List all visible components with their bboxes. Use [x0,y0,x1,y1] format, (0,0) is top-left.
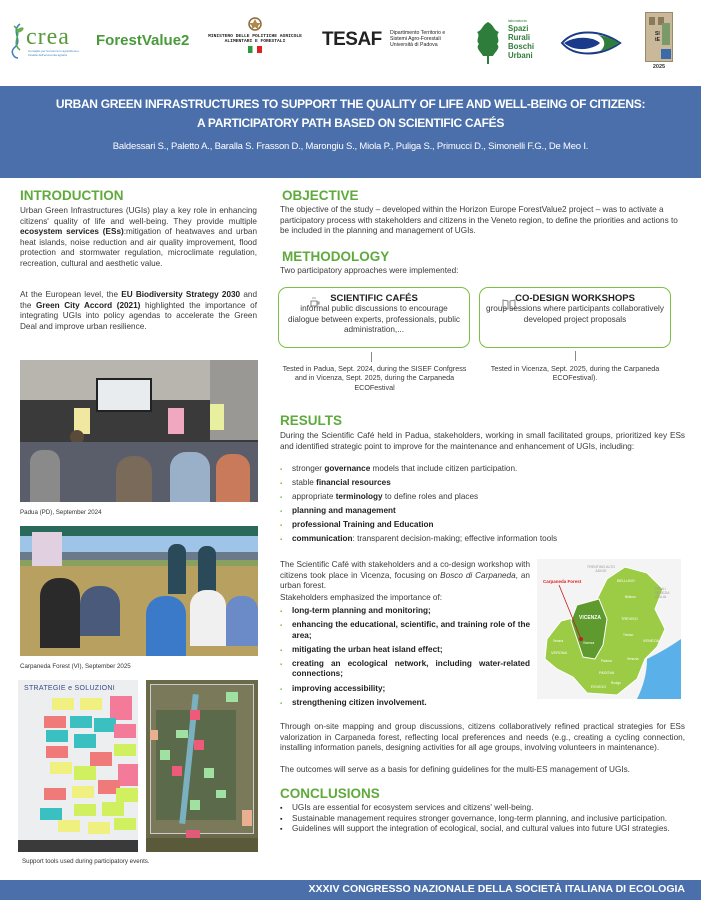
stakeholder-item: ▪ long-term planning and monitoring; [280,606,530,617]
tesaf-name: TESAF [322,29,382,50]
through-paragraph: Through on-site mapping and group discussions, citizens collaboratively refined practical strategies for ESs valorization in Carpaneda forest, reflecting local preferences and needs (e.g., creating a cycling connection, installing information panels, designing activities for all age groups, involving volunteers in maintenance). [280,722,685,753]
carpaneda-caption: Carpaneda Forest (VI), September 2025 [20,663,131,670]
bold-text: Green City Accord (2021) [35,300,141,310]
stakeholder-list [280,606,530,712]
results-item [280,534,685,545]
map-city-label: Rovigo [611,681,621,685]
results-heading: RESULTS [280,413,343,428]
conclusions-heading: CONCLUSIONS [280,786,380,801]
stakeholder-item: ▪ strengthening citizen involvement. [280,698,530,709]
stakeholder-item: ▪ creating an ecological network, including water-related connections; [280,659,530,680]
introduction-heading: INTRODUCTION [20,188,124,203]
introduction-paragraph-2 [20,290,257,332]
crea-helix-icon [10,22,24,60]
text: Urban Green Infrastructures (UGIs) play a key role in enhancing citizens' quality of life and well-being. They provide multiple [20,206,257,226]
text: At the European level, the [20,290,122,299]
results-list [280,464,685,549]
forestvalue2-logo: ForestValue2 [96,32,190,49]
cafes-tested-text: Tested in Padua, Sept. 2024, during the SISEF Confgress and in Vicenza, Sept. 2025, during the Carpaneda ECOFestival [282,364,467,392]
map-region-label: BELLUNO [617,579,635,583]
methodology-heading: METHODOLOGY [282,249,390,264]
map-region-label: VERONA [551,651,568,655]
stakeholder-item: ▪ improving accessibility; [280,684,530,695]
oak-leaf-icon [473,20,503,64]
arrow-down-icon [371,352,372,362]
padua-photo [20,360,258,502]
results-intro: During the Scientific Café held in Padua, stakeholders, working in small facilitated groups, prioritized key ESs and identified strategic point to improve for the maintenance and enhancement of UGIs, including: [280,431,685,451]
strategy-board-photo [18,680,138,852]
results-item [280,492,685,503]
eye-leaf-icon [560,29,622,57]
board-title: STRATEGIE e SOLUZIONI [24,685,115,692]
logo-bar [0,0,701,85]
map-forest-label: Carpaneda Forest [543,579,582,584]
text: highlighted the importance of integrating UGIs into policy agendas to accelerate the Green Deal and improve urban resilience. [20,300,257,331]
conclusion-item: ▪ UGIs are essential for ecosystem services and citizens' well-being. [280,803,685,814]
bold-text: financial resources [316,478,391,488]
co-design-workshops-desc: group sessions where participants collaboratively developed project proposals [486,304,664,324]
co-design-workshops-title: CO-DESIGN WORKSHOPS [515,293,635,304]
text: and the [20,290,258,310]
spazi-small: laboratorio [508,18,527,23]
map-city-label: Padova [601,659,612,663]
scientific-cafes-title: SCIENTIFIC CAFÉS [330,293,418,304]
tesaf-text: Dipartimento Territorio e Sistemi Agro-Forestali Università di Padova [390,30,446,49]
eye-leaf-logo [560,29,622,57]
results-item [280,464,685,475]
bold-text: planning and management [292,506,396,516]
map-region-label: FRIULI VENEZIA GIULIA [655,587,670,599]
map-city-label: Treviso [623,633,634,637]
map-region-label: ROVIGO [591,685,607,689]
map-city-label: Venezia [627,657,639,661]
crea-name: crea [26,24,70,50]
text: stronger [292,464,325,473]
map-region-label: PADOVA [599,671,615,675]
stakeholders-emphasized: Stakeholders emphasized the importance of: [280,593,443,602]
text: models that include citizen participation. [370,464,518,473]
footer-text: XXXIV CONGRESSO NAZIONALE DELLA SOCIETÀ ITALIANA DI ECOLOGIA [308,883,685,895]
stakeholder-item: ▪ mitigating the urban heat island effect; [280,645,530,656]
map-city-label: Vicenza [583,641,595,645]
stakeholder-item: ▪ enhancing the educational, scientific, and training role of the area; [280,620,530,641]
text: , an urban forest. [280,570,530,591]
emblem-icon [247,16,263,32]
book-icon [502,298,516,310]
conclusions-list [280,803,685,835]
map-region-label: TRENTINO ALTO ADIGE [586,565,616,573]
italian-flag-icon [248,46,262,53]
spazi-line: Rurali [508,33,531,42]
site-year: 2025 [652,64,666,70]
site-2025-logo [645,12,673,74]
objective-heading: OBJECTIVE [282,188,359,203]
veneto-map [537,559,681,699]
spazi-rurali-logo [473,18,543,68]
map-city-label: Verona [553,639,564,643]
support-tools-caption: Support tools used during participatory events. [22,858,150,865]
padua-caption: Padua (PD), September 2024 [20,509,102,516]
workshops-tested-text: Tested in Vicenza, Sept. 2025, during the Carpaneda ECOFestival). [490,364,660,383]
bold-text: ecosystem services (ESs) [20,227,124,237]
results-item [280,506,685,517]
arrow-down-icon [575,351,576,361]
bold-text: terminology [335,492,383,502]
italic-text: Bosco di Carpaneda [440,570,516,580]
conclusion-item: ▪ Sustainable management requires stronger governance, long-term planning, and inclusive participation. [280,814,685,825]
text: stable [292,478,317,488]
bold-text: EU Biodiversity Strategy 2030 [121,290,241,299]
map-region-label: VICENZA [579,615,601,621]
text: appropriate [292,492,336,502]
text: :mitigation of heatwaves and urban heat islands, noise reduction and air quality improvement, flood protection and stormwater regulation, microclimate regulation, recreation, cultural and aesthetic value. [20,227,257,268]
objective-text: The objective of the study – developed within the Horizon Europe ForestValue2 project – was to activate a participatory process with stakeholders and citizens in the Veneto region, to define the priorities and actions to be included in the planning and management of UGIs. [280,205,678,236]
authors: Baldessari S., Paletto A., Baralla S. Frasson D., Marongiu S., Miola P., Puliga S., Primucci D., Simonelli F.G., De Meo I. [112,141,589,152]
map-region-label: VENEZIA [643,639,660,643]
scientific-cafes-desc: informal public discussions to encourage dialogue between experts, professionals, public administration,... [287,304,461,335]
results-item [280,520,685,531]
carpaneda-photo [20,526,258,656]
vicenza-paragraph [280,560,530,592]
scientific-cafes-box [278,287,470,348]
site-letters: SItE [655,31,660,43]
title-line-2: A PARTICIPATORY PATH BASED ON SCIENTIFIC CAFÉS [196,116,505,130]
coffee-cup-icon [309,296,321,308]
bold-text: governance [324,464,371,473]
spazi-lines [508,24,534,60]
outcomes-text: The outcomes will serve as a basis for defining guidelines for the multi-ES management of UGIs. [280,765,630,774]
co-design-workshops-box [479,287,671,348]
results-item [280,478,685,489]
bold-text: professional Training and Education [292,520,434,530]
ministero-text: MINISTERO DELLE POLITICHE AGRICOLE ALIMENTARI E FORESTALI [208,34,302,45]
map-city-label: Belluno [625,595,636,599]
introduction-paragraph-1 [20,206,257,270]
title-banner [0,86,701,178]
bold-text: communication [292,534,353,544]
text: The Scientific Café with stakeholders and a co-design workshop with citizens took place in Vicenza, focusing on [280,560,530,580]
spazi-line: Spazi [508,24,529,33]
building-icon [645,12,673,62]
methodology-intro: Two participatory approaches were implemented: [280,266,459,275]
footer-bar [0,880,701,900]
conclusion-item: ▪ Guidelines will support the integration of ecological, social, and cultural values into future UGI strategies. [280,824,685,835]
spazi-line: Boschi [508,42,534,51]
text: : transparent decision-making; effective information tools [352,534,558,544]
map-region-label: TREVISO [621,617,638,621]
spazi-line: Urbani [508,51,533,60]
title-line-1: URBAN GREEN INFRASTRUCTURES TO SUPPORT THE QUALITY OF LIFE AND WELL-BEING OF CITIZENS: [55,97,646,111]
aerial-map-photo [146,680,258,852]
crea-subtitle: Consiglio per la ricerca in agricoltura e l'analisi dell'economia agraria [28,49,80,57]
text: to define roles and places [382,492,479,502]
ministero-logo [205,16,305,68]
crea-logo [10,22,85,62]
tesaf-logo [322,29,446,53]
